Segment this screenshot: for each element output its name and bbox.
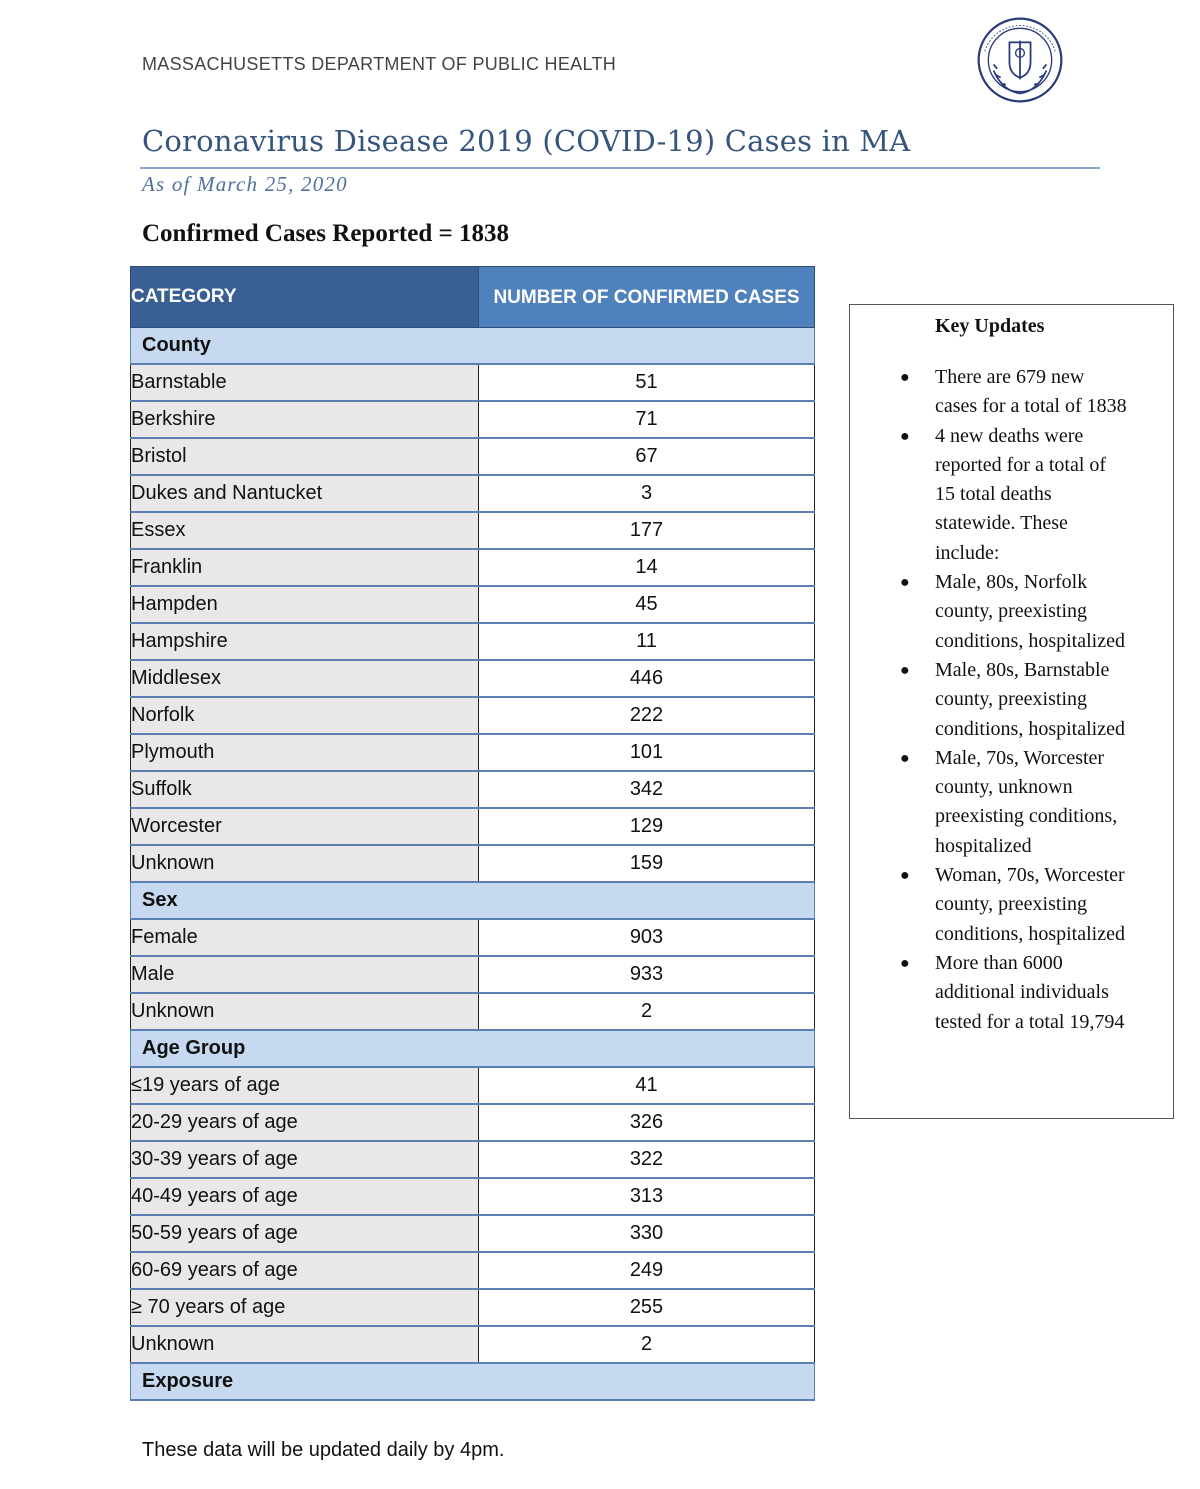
key-update-line — [850, 597, 1173, 626]
row-label: Berkshire — [131, 401, 479, 438]
bullet-icon: ● — [900, 954, 910, 972]
key-update-line — [850, 480, 1173, 509]
key-update-text: Woman, 70s, Worcester — [935, 864, 1125, 887]
key-update-line — [850, 802, 1173, 831]
key-update-text: county, preexisting — [935, 600, 1088, 623]
key-update-line — [850, 773, 1173, 802]
row-label: 40-49 years of age — [131, 1178, 479, 1215]
dph-seal-logo — [976, 16, 1064, 104]
row-label: Unknown — [131, 993, 479, 1030]
table-row — [131, 1252, 815, 1289]
key-update-text: reported for a total of — [935, 453, 1107, 476]
table-row — [131, 364, 815, 401]
key-update-text: Male, 80s, Norfolk — [935, 571, 1088, 594]
table-row — [131, 1289, 815, 1326]
key-update-text: tested for a total 19,794 — [935, 1010, 1125, 1033]
row-label: Hampden — [131, 586, 479, 623]
table-row — [131, 771, 815, 808]
row-label: Bristol — [131, 438, 479, 475]
key-updates-list — [850, 363, 1173, 1037]
table-row — [131, 623, 815, 660]
confirmed-total: Confirmed Cases Reported = 1838 — [142, 220, 509, 247]
key-update-line — [850, 744, 1173, 773]
key-update-line — [850, 451, 1173, 480]
key-updates-box — [849, 304, 1174, 1119]
row-value: 101 — [479, 734, 815, 771]
bullet-icon: ● — [900, 749, 910, 767]
row-value: 933 — [479, 956, 815, 993]
update-note: These data will be updated daily by 4pm. — [142, 1439, 505, 1461]
table-row — [131, 734, 815, 771]
row-value: 159 — [479, 845, 815, 882]
row-value: 249 — [479, 1252, 815, 1289]
row-value: 313 — [479, 1178, 815, 1215]
row-label: Dukes and Nantucket — [131, 475, 479, 512]
row-label: Norfolk — [131, 697, 479, 734]
key-update-line — [850, 539, 1173, 568]
row-label: Unknown — [131, 845, 479, 882]
department-name: MASSACHUSETTS DEPARTMENT OF PUBLIC HEALTH — [142, 54, 617, 74]
row-label: 30-39 years of age — [131, 1141, 479, 1178]
row-label: Suffolk — [131, 771, 479, 808]
table-row — [131, 549, 815, 586]
row-value: 2 — [479, 1326, 815, 1363]
cases-table — [130, 266, 815, 1401]
key-update-text: county, preexisting — [935, 688, 1088, 711]
report-date: As of March 25, 2020 — [142, 172, 348, 196]
table-row — [131, 660, 815, 697]
key-update-line — [850, 949, 1173, 978]
key-updates-title: Key Updates — [935, 315, 1045, 337]
table-row — [131, 512, 815, 549]
row-value: 45 — [479, 586, 815, 623]
key-update-text: conditions, hospitalized — [935, 717, 1125, 740]
table-row — [131, 586, 815, 623]
key-update-text: preexisting conditions, — [935, 805, 1118, 828]
row-value: 41 — [479, 1067, 815, 1104]
cases-table-body — [131, 328, 815, 1401]
key-update-line — [850, 509, 1173, 538]
table-row — [131, 956, 815, 993]
key-update-line — [850, 685, 1173, 714]
section-label: Exposure — [131, 1363, 815, 1400]
header-category: CATEGORY — [131, 267, 479, 328]
section-label: Age Group — [131, 1030, 815, 1067]
bullet-icon: ● — [900, 867, 910, 885]
row-value: 11 — [479, 623, 815, 660]
bullet-icon: ● — [900, 427, 910, 445]
key-update-line — [850, 1008, 1173, 1037]
row-value: 330 — [479, 1215, 815, 1252]
key-update-text: additional individuals — [935, 981, 1109, 1004]
table-row — [131, 475, 815, 512]
key-update-text: county, preexisting — [935, 893, 1088, 916]
key-update-line — [850, 978, 1173, 1007]
bullet-icon: ● — [900, 369, 910, 386]
bullet-icon: ● — [900, 661, 910, 679]
row-label: 50-59 years of age — [131, 1215, 479, 1252]
key-update-text: More than 6000 — [935, 951, 1063, 974]
section-label: Sex — [131, 882, 815, 919]
row-value: 129 — [479, 808, 815, 845]
key-update-text: statewide. These — [935, 512, 1068, 535]
row-label: ≤19 years of age — [131, 1067, 479, 1104]
table-row — [131, 1141, 815, 1178]
key-update-text: hospitalized — [935, 834, 1032, 857]
table-row — [131, 1104, 815, 1141]
key-update-line — [850, 422, 1173, 451]
row-value: 51 — [479, 364, 815, 401]
key-update-line — [850, 656, 1173, 685]
row-value: 67 — [479, 438, 815, 475]
section-row-exposure — [131, 1363, 815, 1400]
row-label: Female — [131, 919, 479, 956]
key-update-line — [850, 890, 1173, 919]
table-row — [131, 697, 815, 734]
section-row-age — [131, 1030, 815, 1067]
table-row — [131, 993, 815, 1030]
row-label: ≥ 70 years of age — [131, 1289, 479, 1326]
bullet-icon: ● — [900, 574, 910, 592]
key-update-text: cases for a total of 1838 — [935, 395, 1127, 418]
key-update-text: county, unknown — [935, 776, 1073, 799]
row-value: 255 — [479, 1289, 815, 1326]
row-label: Plymouth — [131, 734, 479, 771]
section-label: County — [131, 328, 815, 365]
key-update-text: Male, 70s, Worcester — [935, 746, 1105, 769]
row-label: Male — [131, 956, 479, 993]
table-row — [131, 1067, 815, 1104]
row-value: 446 — [479, 660, 815, 697]
table-row — [131, 1215, 815, 1252]
table-row — [131, 808, 815, 845]
section-row-county — [131, 328, 815, 365]
row-label: Hampshire — [131, 623, 479, 660]
title-divider — [140, 167, 1100, 169]
row-label: Worcester — [131, 808, 479, 845]
row-value: 177 — [479, 512, 815, 549]
key-update-line — [850, 832, 1173, 861]
key-update-text: conditions, hospitalized — [935, 629, 1125, 652]
table-row — [131, 438, 815, 475]
key-update-line — [850, 861, 1173, 890]
key-update-text: 4 new deaths were — [935, 424, 1084, 447]
row-value: 222 — [479, 697, 815, 734]
row-value: 14 — [479, 549, 815, 586]
row-label: Middlesex — [131, 660, 479, 697]
table-row — [131, 1178, 815, 1215]
row-value: 3 — [479, 475, 815, 512]
table-row — [131, 919, 815, 956]
table-row — [131, 401, 815, 438]
section-row-sex — [131, 882, 815, 919]
key-update-line — [850, 363, 1173, 392]
key-update-line — [850, 920, 1173, 949]
key-update-text: Male, 80s, Barnstable — [935, 658, 1110, 681]
row-label: Franklin — [131, 549, 479, 586]
page-title: Coronavirus Disease 2019 (COVID-19) Cases in MA — [142, 124, 911, 158]
row-value: 903 — [479, 919, 815, 956]
key-update-line — [850, 715, 1173, 744]
key-update-text: conditions, hospitalized — [935, 922, 1125, 945]
table-row — [131, 1326, 815, 1363]
row-label: Unknown — [131, 1326, 479, 1363]
key-update-text: 15 total deaths — [935, 483, 1052, 506]
key-update-line — [850, 568, 1173, 597]
table-row — [131, 845, 815, 882]
row-label: 60-69 years of age — [131, 1252, 479, 1289]
row-label: Essex — [131, 512, 479, 549]
row-value: 71 — [479, 401, 815, 438]
key-update-text: There are 679 new — [935, 366, 1085, 388]
key-update-line — [850, 392, 1173, 421]
header-confirmed-cases: NUMBER OF CONFIRMED CASES — [479, 267, 815, 328]
row-value: 326 — [479, 1104, 815, 1141]
row-value: 322 — [479, 1141, 815, 1178]
key-update-line — [850, 627, 1173, 656]
row-label: 20-29 years of age — [131, 1104, 479, 1141]
row-label: Barnstable — [131, 364, 479, 401]
row-value: 2 — [479, 993, 815, 1030]
key-update-text: include: — [935, 541, 1000, 564]
row-value: 342 — [479, 771, 815, 808]
